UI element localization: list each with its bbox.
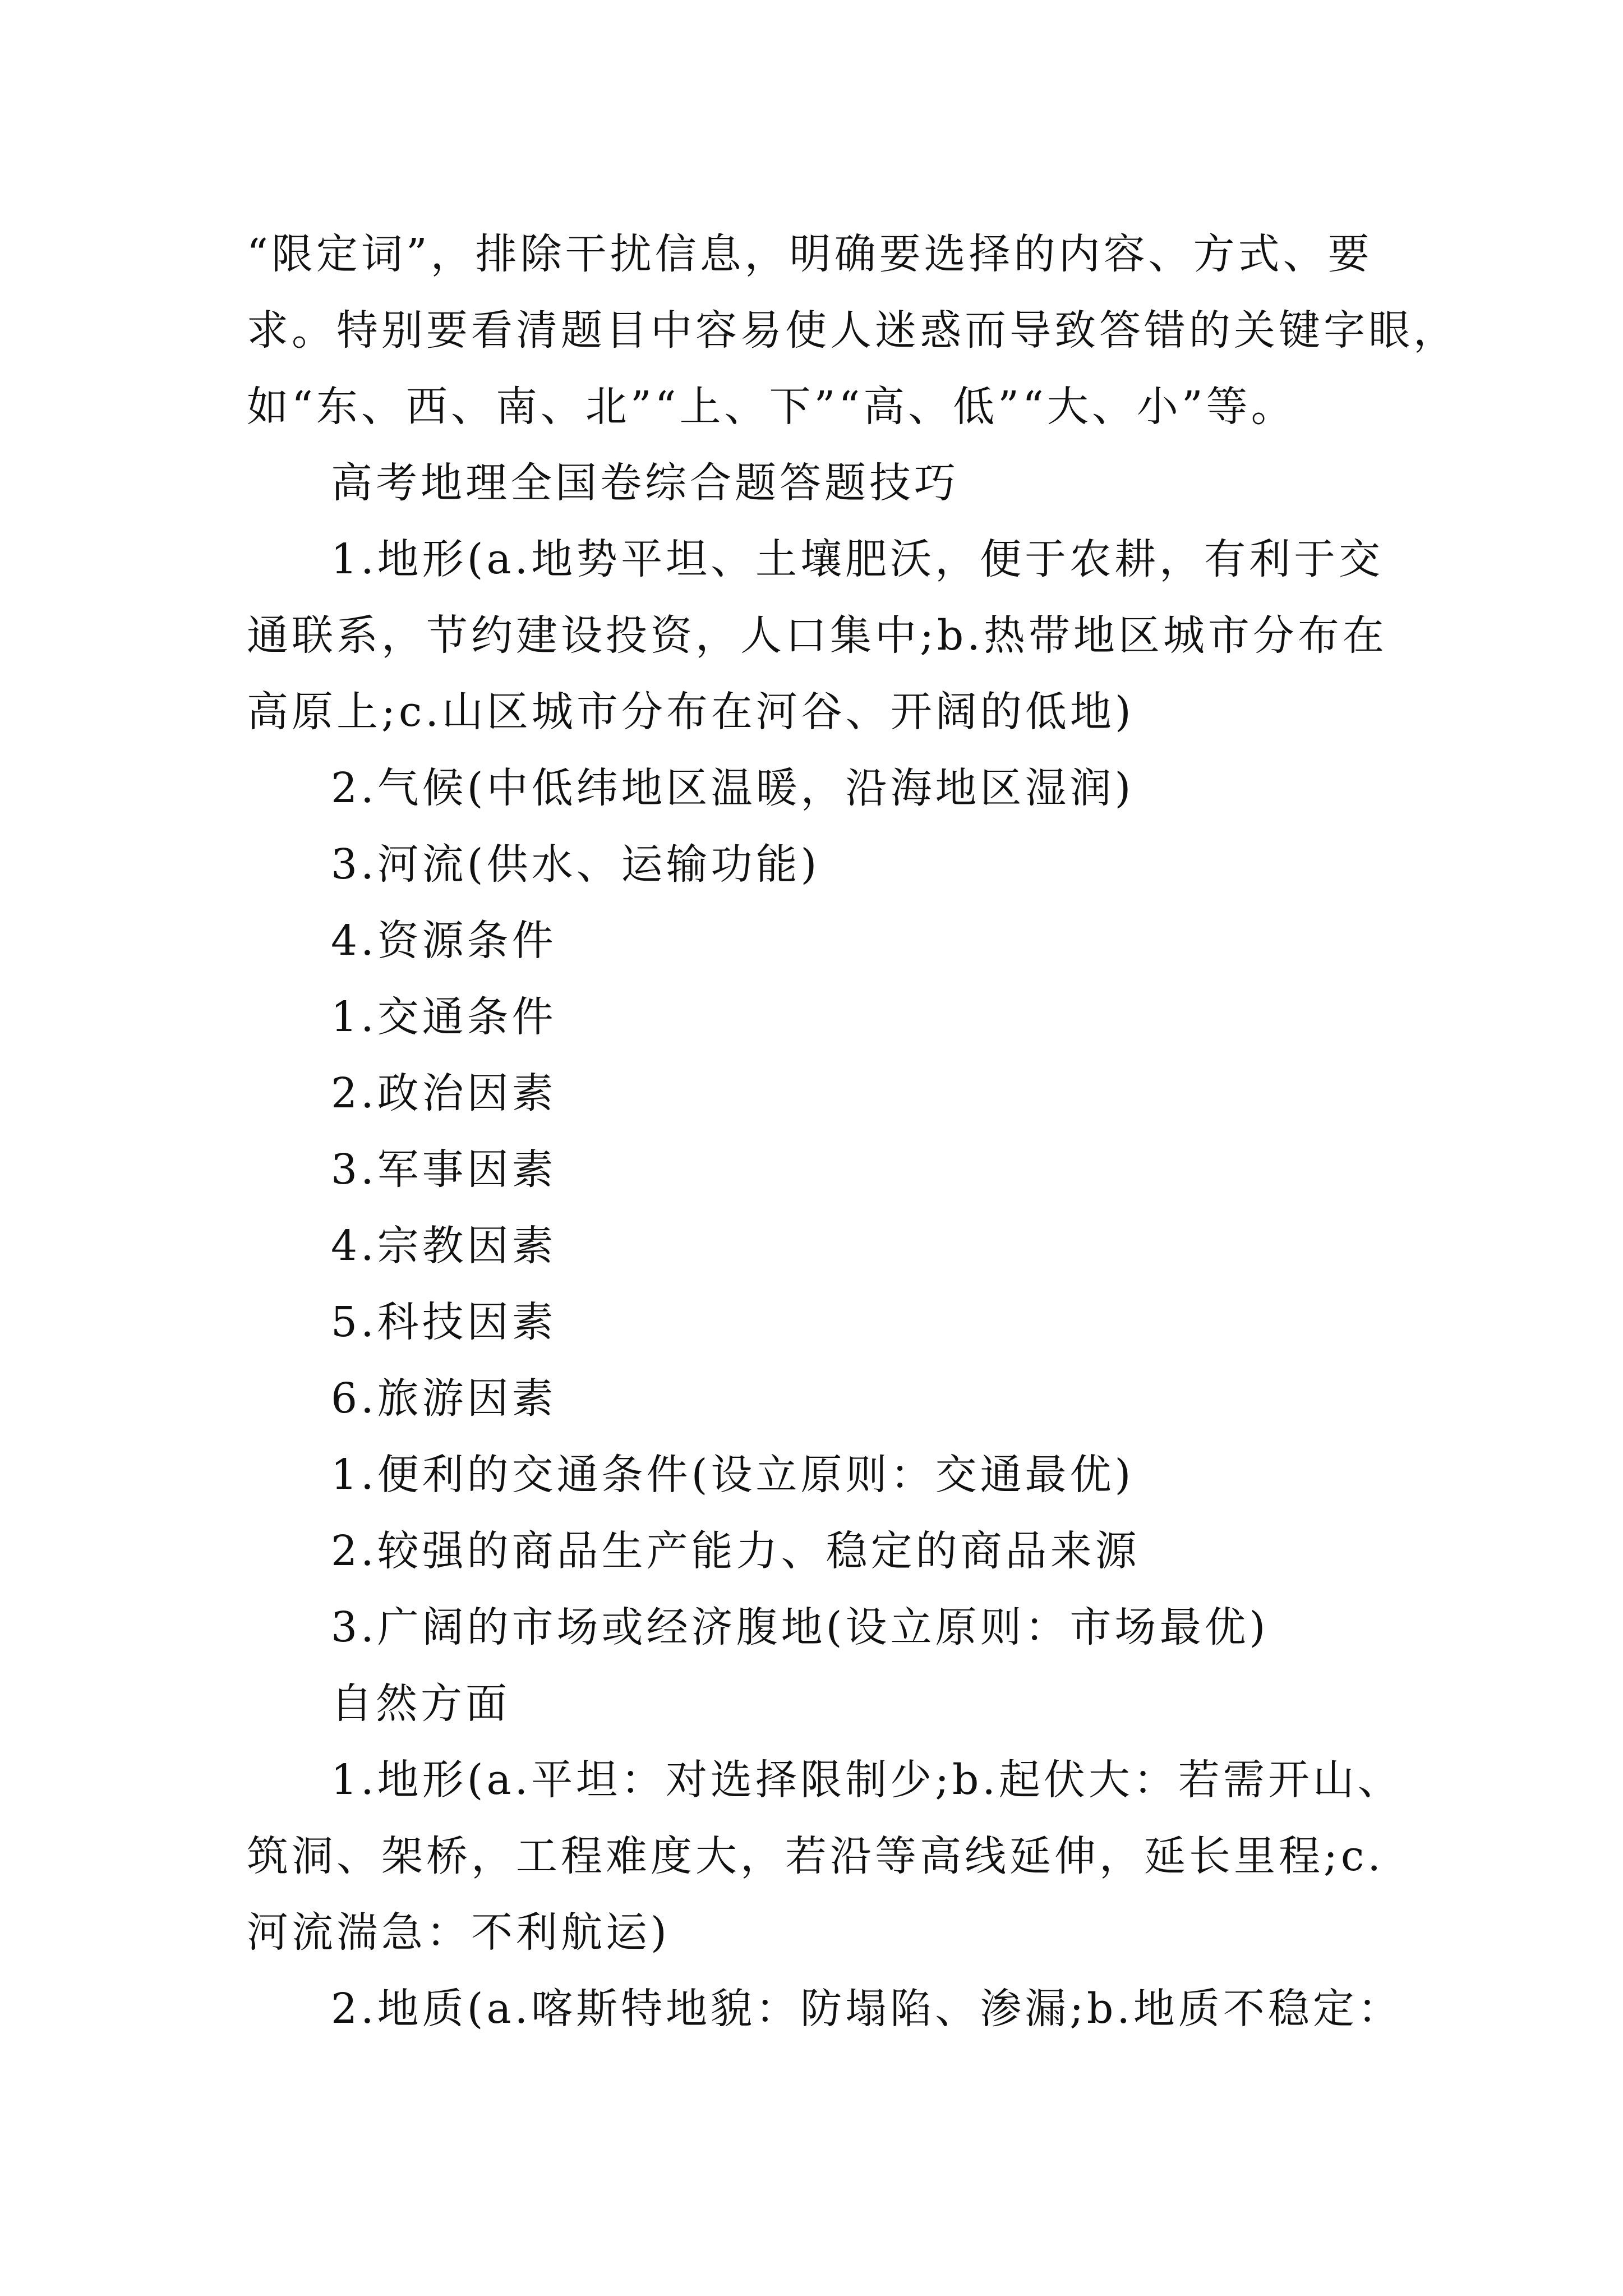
list-item: 4.宗教因素 xyxy=(331,1222,557,1270)
list-item: 3.河流(供水、运输功能) xyxy=(331,840,820,889)
text-line: “限定词”，排除干扰信息，明确要选择的内容、方式、要 xyxy=(247,230,1373,278)
text-line: 求。特别要看清题目中容易使人迷惑而导致答错的关键字眼， xyxy=(247,306,1458,355)
text-line: 1.地形(a.地势平坦、土壤肥沃，便于农耕，有利于交 xyxy=(331,535,1384,583)
text-line: 筑洞、架桥，工程难度大，若沿等高线延伸，延长里程;c. xyxy=(247,1832,1384,1880)
list-item: 5.科技因素 xyxy=(331,1298,557,1346)
list-item: 2.气候(中低纬地区温暖，沿海地区湿润) xyxy=(331,764,1135,812)
list-item: 1.地形(a.平坦：对选择限制少;b.起伏大：若需开山、 xyxy=(331,1756,1403,1804)
list-item: 2.地质(a.喀斯特地貌：防塌陷、渗漏;b.地质不稳定： xyxy=(331,1985,1403,2033)
list-item: 1.便利的交通条件(设立原则：交通最优) xyxy=(331,1451,1135,1499)
list-item: 3.广阔的市场或经济腹地(设立原则：市场最优) xyxy=(331,1603,1269,1651)
section-heading: 自然方面 xyxy=(331,1680,510,1728)
section-heading: 高考地理全国卷综合题答题技巧 xyxy=(331,459,959,507)
text-line: 河流湍急：不利航运) xyxy=(247,1908,670,1957)
document-page xyxy=(247,216,1458,2047)
list-item: 6.旅游因素 xyxy=(331,1374,557,1423)
list-item: 4.资源条件 xyxy=(331,917,557,965)
list-item: 2.政治因素 xyxy=(331,1069,557,1117)
text-line: 高原上;c.山区城市分布在河谷、开阔的低地) xyxy=(247,688,1135,736)
text-line: 如“东、西、南、北”“上、下”“高、低”“大、小”等。 xyxy=(247,383,1296,431)
list-item: 2.较强的商品生产能力、稳定的商品来源 xyxy=(331,1527,1140,1575)
list-item: 3.军事因素 xyxy=(331,1145,557,1194)
list-item: 1.交通条件 xyxy=(331,993,557,1041)
text-line: 通联系，节约建设投资，人口集中;b.热带地区城市分布在 xyxy=(247,611,1387,660)
